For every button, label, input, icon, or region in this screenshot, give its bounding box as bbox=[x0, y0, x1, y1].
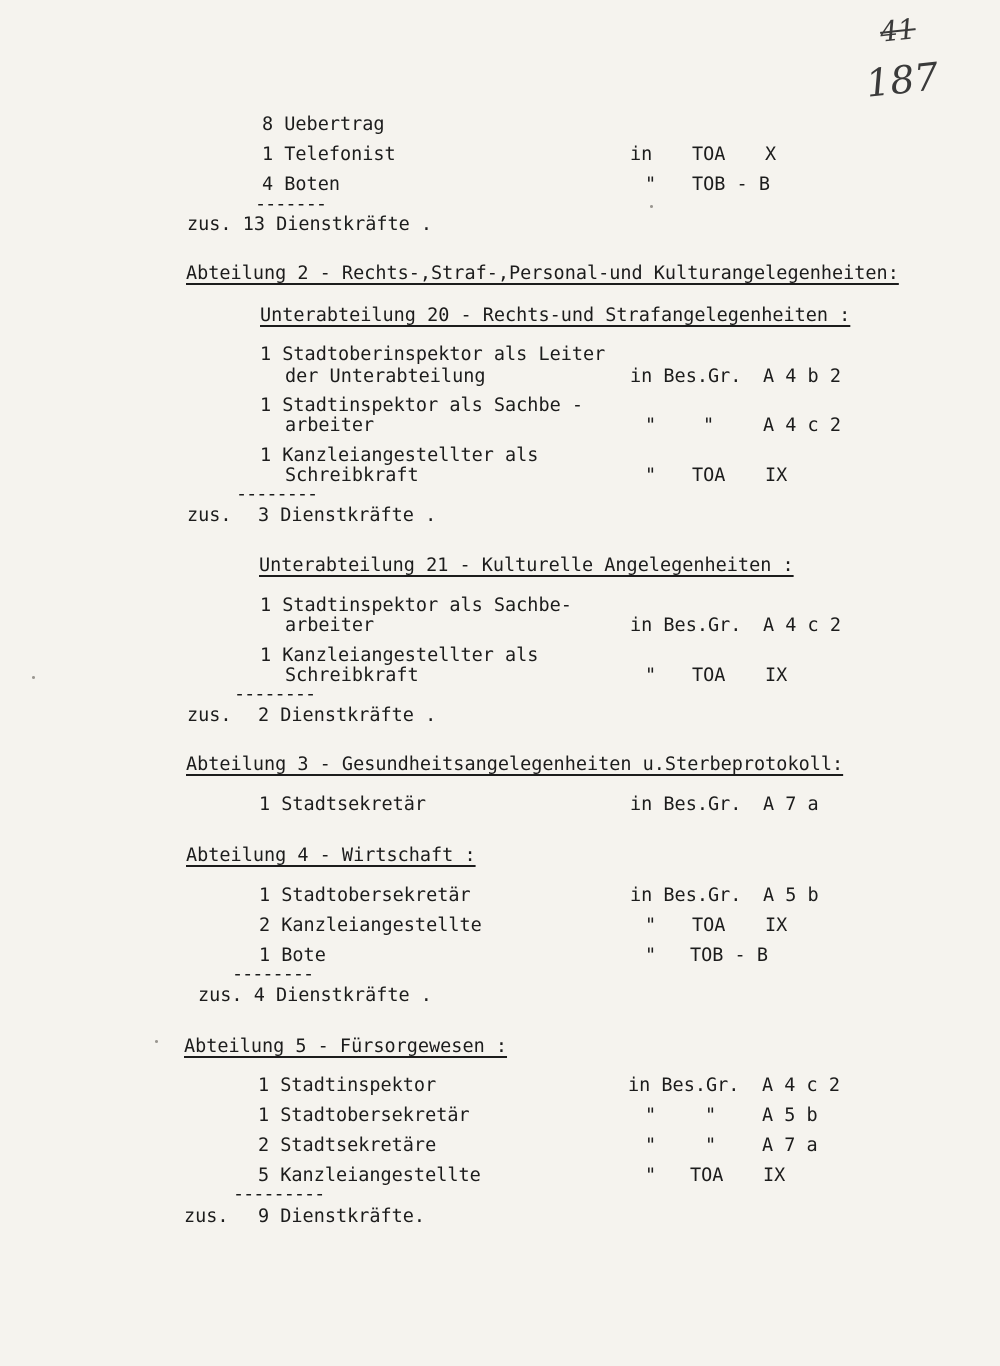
entry-line: arbeiter bbox=[285, 415, 375, 436]
line-uebertrag: 8 Uebertrag bbox=[262, 114, 385, 135]
entry-line: Schreibkraft bbox=[285, 465, 419, 486]
pay-grade: A 4 c 2 bbox=[762, 1075, 840, 1096]
pay-grade: IX bbox=[763, 1165, 786, 1186]
separator-dashes: -------- bbox=[234, 684, 316, 705]
pay-grade: A 4 c 2 bbox=[763, 415, 841, 436]
pay-group: TOB - B bbox=[692, 174, 770, 195]
section-heading-abteilung-5: Abteilung 5 - Fürsorgewesen : bbox=[184, 1036, 508, 1057]
separator-dashes: ------- bbox=[255, 194, 326, 215]
ditto-mark: " bbox=[645, 915, 657, 936]
pay-grade: A 7 a bbox=[762, 1135, 818, 1156]
paper-speck bbox=[155, 1040, 158, 1043]
new-page-number: 187 bbox=[863, 54, 941, 106]
ditto-mark: " bbox=[645, 174, 657, 195]
entry-line: 1 Bote bbox=[259, 945, 326, 966]
line-boten: 4 Boten bbox=[262, 174, 340, 195]
paper-speck bbox=[32, 676, 35, 679]
subtotal-line: zus. 13 Dienstkräfte . bbox=[187, 214, 433, 235]
pay-grade: A 5 b bbox=[763, 885, 819, 906]
section-heading-abteilung-4: Abteilung 4 - Wirtschaft : bbox=[186, 845, 476, 866]
paper-speck bbox=[650, 205, 653, 208]
pay-group: TOA bbox=[690, 1165, 724, 1186]
subtotal-label: zus. bbox=[184, 1206, 229, 1227]
line-telefonist: 1 Telefonist bbox=[262, 144, 396, 165]
ditto-mark: " bbox=[645, 465, 657, 486]
entry-line: 1 Kanzleiangestellter als bbox=[260, 445, 539, 466]
pay-grade: A 4 b 2 bbox=[763, 366, 841, 387]
pay-grade: IX bbox=[765, 915, 788, 936]
subtotal-line: 2 Dienstkräfte . bbox=[258, 705, 437, 726]
pay-grade: A 4 c 2 bbox=[763, 615, 841, 636]
entry-line: 1 Stadtoberinspektor als Leiter bbox=[260, 344, 606, 365]
entry-line: 1 Stadtinspektor bbox=[258, 1075, 437, 1096]
pay-prefix: in Bes.Gr. bbox=[630, 366, 742, 387]
pay-grade: A 7 a bbox=[763, 794, 819, 815]
pay-group: TOA bbox=[692, 665, 726, 686]
separator-dashes: --------- bbox=[233, 1184, 325, 1205]
entry-line: 5 Kanzleiangestellte bbox=[258, 1165, 481, 1186]
ditto-mark: " bbox=[645, 1105, 657, 1126]
pay-group: TOA bbox=[692, 465, 726, 486]
subsection-heading-20: Unterabteilung 20 - Rechts-und Strafangelegenheiten : bbox=[260, 305, 851, 326]
ditto-mark: " bbox=[705, 1105, 717, 1126]
entry-line: 1 Kanzleiangestellter als bbox=[260, 645, 539, 666]
ditto-mark: " bbox=[645, 415, 657, 436]
pay-prefix: in Bes.Gr. bbox=[628, 1075, 740, 1096]
ditto-mark: " bbox=[645, 1165, 657, 1186]
pay-grade: IX bbox=[765, 465, 788, 486]
pay-prefix: in Bes.Gr. bbox=[630, 615, 742, 636]
ditto-mark: " bbox=[645, 665, 657, 686]
separator-dashes: -------- bbox=[236, 484, 318, 505]
old-page-number: 41 bbox=[878, 12, 918, 49]
entry-line: 1 Stadtsekretär bbox=[259, 794, 427, 815]
ditto-mark: " bbox=[645, 1135, 657, 1156]
subtotal-label: zus. bbox=[187, 705, 232, 726]
entry-line: Schreibkraft bbox=[285, 665, 419, 686]
separator-dashes: -------- bbox=[232, 964, 314, 985]
pay-grade: IX bbox=[765, 665, 788, 686]
pay-group: TOA bbox=[692, 144, 726, 165]
entry-line: arbeiter bbox=[285, 615, 375, 636]
entry-line: 1 Stadtobersekretär bbox=[258, 1105, 470, 1126]
subtotal-line: 9 Dienstkräfte. bbox=[258, 1206, 426, 1227]
subsection-heading-21: Unterabteilung 21 - Kulturelle Angelegenheiten : bbox=[259, 555, 794, 576]
subtotal-line: zus. 4 Dienstkräfte . bbox=[198, 985, 432, 1006]
ditto-mark: " bbox=[705, 1135, 717, 1156]
section-heading-abteilung-3: Abteilung 3 - Gesundheitsangelegenheiten u.Sterbeprotokoll: bbox=[186, 754, 844, 775]
entry-line: 1 Stadtinspektor als Sachbe - bbox=[260, 395, 584, 416]
section-heading-abteilung-2: Abteilung 2 - Rechts-,Straf-,Personal-und Kulturangelegenheiten: bbox=[186, 263, 899, 284]
pay-prefix: in Bes.Gr. bbox=[630, 794, 742, 815]
ditto-mark: " bbox=[703, 415, 715, 436]
entry-line: der Unterabteilung bbox=[285, 366, 486, 387]
subtotal-line: 3 Dienstkräfte . bbox=[258, 505, 437, 526]
entry-line: 1 Stadtinspektor als Sachbe- bbox=[260, 595, 572, 616]
entry-line: 2 Kanzleiangestellte bbox=[259, 915, 482, 936]
pay-grade: A 5 b bbox=[762, 1105, 818, 1126]
ditto-mark: " bbox=[645, 945, 657, 966]
pay-prefix: in bbox=[630, 144, 653, 165]
pay-group: TOA bbox=[692, 915, 726, 936]
pay-prefix: in Bes.Gr. bbox=[630, 885, 742, 906]
pay-group: TOB - B bbox=[690, 945, 768, 966]
subtotal-label: zus. bbox=[187, 505, 232, 526]
entry-line: 2 Stadtsekretäre bbox=[258, 1135, 437, 1156]
entry-line: 1 Stadtobersekretär bbox=[259, 885, 471, 906]
pay-grade: X bbox=[765, 144, 777, 165]
